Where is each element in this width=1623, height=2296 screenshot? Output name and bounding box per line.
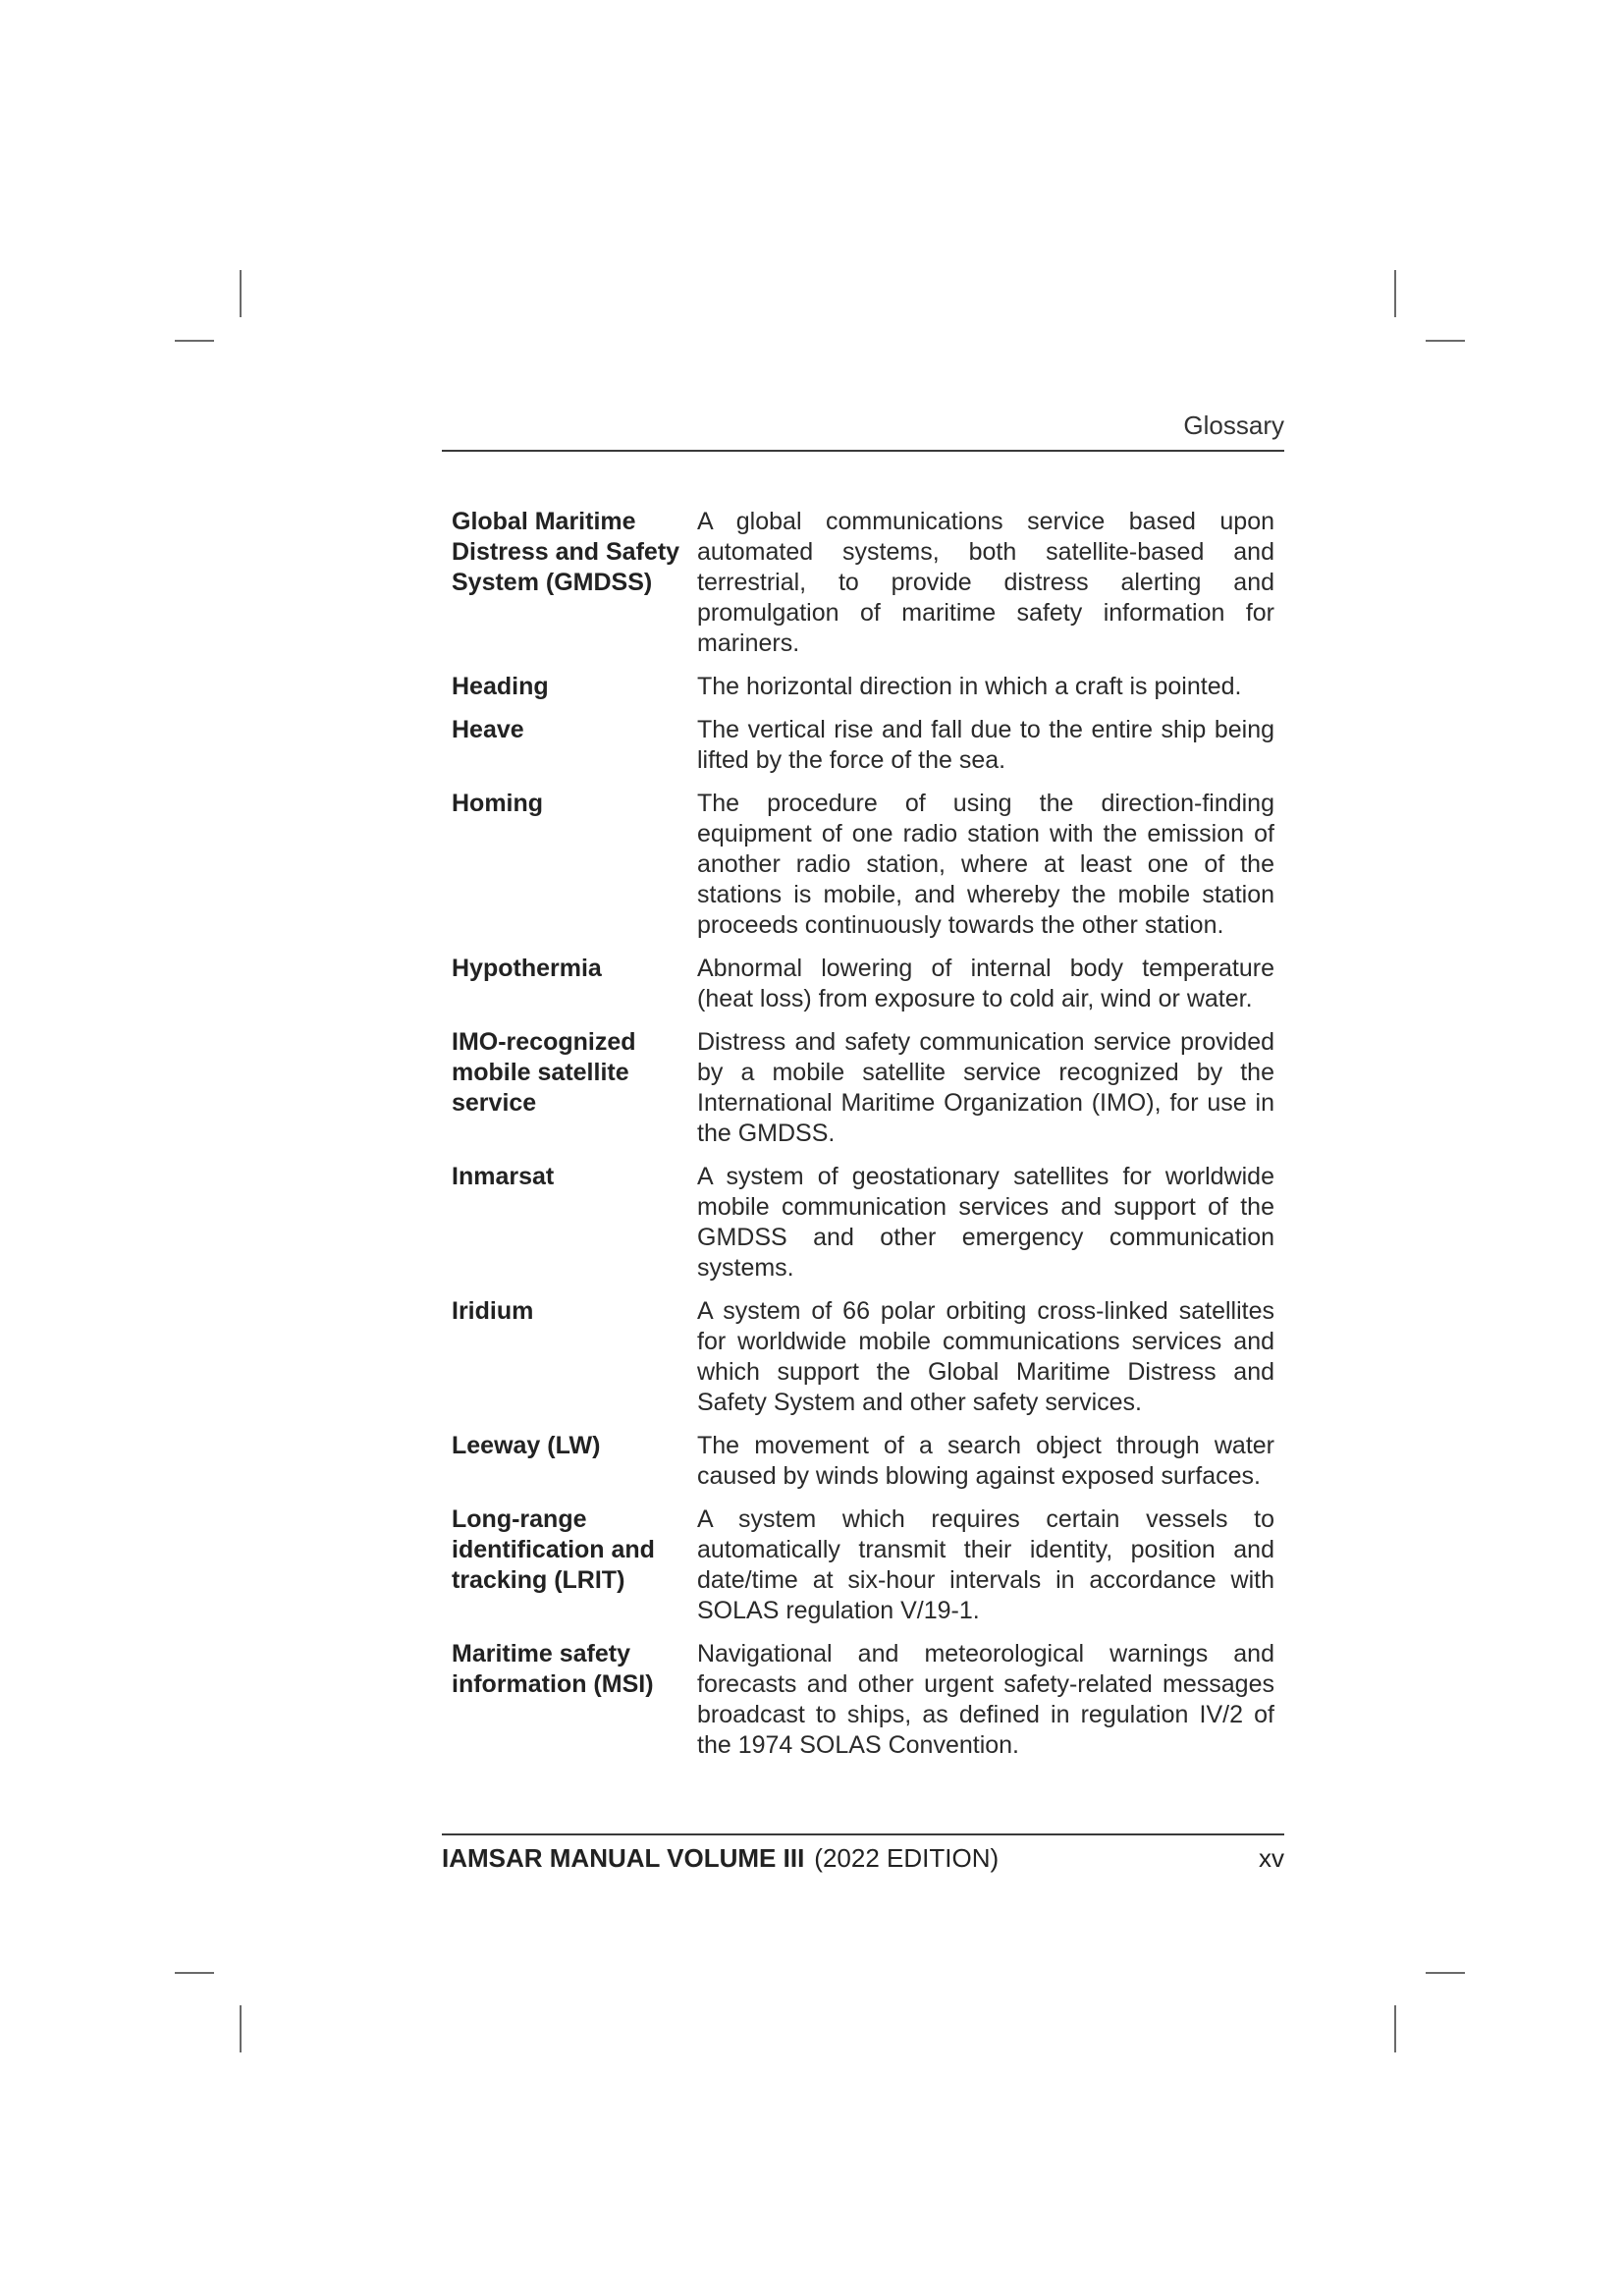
- glossary-definition: The procedure of using the direction-finding equipment of one radio station with the emission of another radio station, where at least one of the stations is mobile, and whereby the mobile station proceeds continuously towards the other station.: [697, 790, 1274, 939]
- page-footer: [442, 1843, 1284, 1874]
- glossary-definition: Abnormal lowering of internal body temperature (heat loss) from exposure to cold air, wind or water.: [697, 955, 1274, 1012]
- glossary-definition: The vertical rise and fall due to the entire ship being lifted by the force of the sea.: [697, 716, 1274, 774]
- glossary-term: Leeway (LW): [452, 1432, 601, 1459]
- glossary-term: Iridium: [452, 1297, 534, 1325]
- glossary-term: Heading: [452, 673, 549, 700]
- glossary-entry: [452, 789, 1274, 941]
- glossary-list: [452, 507, 1274, 1774]
- header-rule: [442, 450, 1284, 452]
- running-head: Glossary: [1183, 410, 1284, 440]
- glossary-term: Homing: [452, 790, 544, 817]
- glossary-definition: A global communications service based upon automated systems, both satellite-based and terrestrial, to provide distress alerting and promulgation of maritime safety information for mariners.: [697, 508, 1274, 657]
- footer-rule: [442, 1833, 1284, 1835]
- glossary-entry: [452, 1504, 1274, 1626]
- glossary-definition: Distress and safety communication service provided by a mobile satellite service recognized by the International Maritime Organization (IMO), for use in the GMDSS.: [697, 1028, 1274, 1147]
- crop-mark-bottom-right-horizontal: [1426, 1972, 1465, 1974]
- crop-mark-top-right-horizontal: [1426, 340, 1465, 342]
- glossary-entry: [452, 1639, 1274, 1761]
- glossary-entry: [452, 954, 1274, 1014]
- glossary-definition: The horizontal direction in which a craft is pointed.: [697, 673, 1242, 700]
- glossary-definition: A system of 66 polar orbiting cross-linked satellites for worldwide mobile communications services and which support the Global Maritime Distress and Safety System and other safety services.: [697, 1297, 1274, 1416]
- glossary-definition: The movement of a search object through water caused by winds blowing against exposed surfaces.: [697, 1432, 1274, 1490]
- glossary-definition: A system which requires certain vessels to automatically transmit their identity, position and date/time at six-hour intervals in accordance with SOLAS regulation V/19-1.: [697, 1505, 1274, 1624]
- glossary-entry: [452, 1162, 1274, 1284]
- glossary-term: Maritime safety information (MSI): [452, 1640, 654, 1698]
- glossary-term: Long-range identification and tracking (LRIT): [452, 1505, 655, 1594]
- glossary-entry: [452, 507, 1274, 659]
- glossary-entry: [452, 715, 1274, 776]
- glossary-term: Heave: [452, 716, 524, 743]
- crop-mark-top-right-vertical: [1394, 270, 1396, 317]
- manual-title: IAMSAR MANUAL VOLUME III: [442, 1843, 805, 1873]
- crop-mark-top-left-horizontal: [175, 340, 214, 342]
- edition-label: (2022 EDITION): [814, 1843, 1000, 1873]
- glossary-entry: [452, 1296, 1274, 1418]
- crop-mark-bottom-right-vertical: [1394, 2005, 1396, 2052]
- glossary-entry: [452, 1431, 1274, 1492]
- glossary-entry: [452, 1027, 1274, 1149]
- glossary-term: Inmarsat: [452, 1163, 555, 1190]
- crop-mark-top-left-vertical: [240, 270, 242, 317]
- page-number: xv: [1259, 1843, 1284, 1873]
- glossary-definition: A system of geostationary satellites for worldwide mobile communication services and support of the GMDSS and other emergency communication systems.: [697, 1163, 1274, 1282]
- glossary-entry: [452, 672, 1274, 702]
- crop-mark-bottom-left-vertical: [240, 2005, 242, 2052]
- glossary-term: IMO-recognized mobile satellite service: [452, 1028, 636, 1117]
- glossary-term: Hypothermia: [452, 955, 602, 982]
- glossary-term: Global Maritime Distress and Safety System (GMDSS): [452, 508, 680, 596]
- glossary-definition: Navigational and meteorological warnings and forecasts and other urgent safety-related messages broadcast to ships, as defined in regulation IV/2 of the 1974 SOLAS Convention.: [697, 1640, 1274, 1759]
- crop-mark-bottom-left-horizontal: [175, 1972, 214, 1974]
